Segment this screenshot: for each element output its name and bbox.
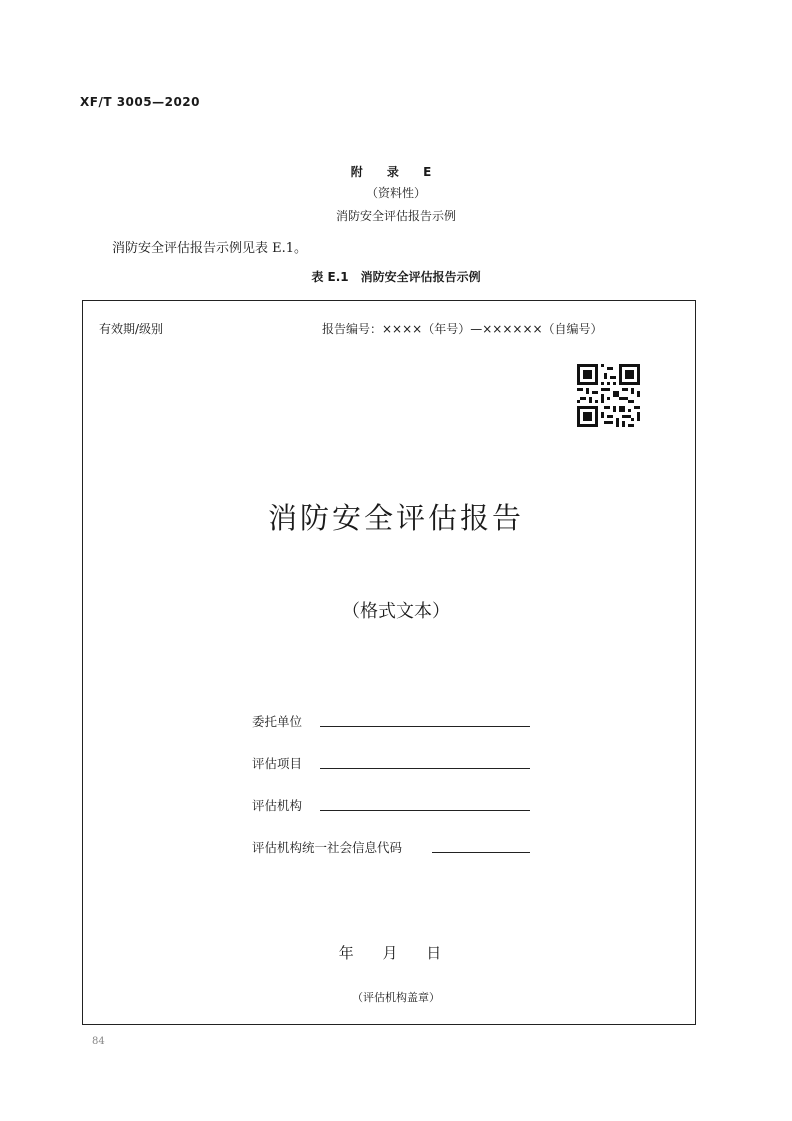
date-line: 年 月 日 (338, 944, 454, 962)
standard-code: XF/T 3005—2020 (80, 95, 200, 109)
page-number: 84 (92, 1036, 105, 1047)
credit-code-label: 评估机构统一社会信息代码 (252, 840, 403, 855)
appendix-name: 消防安全评估报告示例 (335, 209, 456, 223)
validity-label: 有效期/级别 (99, 322, 164, 336)
report-main-title: 消防安全评估报告 (267, 501, 524, 535)
appendix-title: 附 录 E (350, 165, 442, 179)
seal-note: （评估机构盖章） (352, 991, 440, 1004)
client-label: 委托单位 (252, 714, 303, 729)
project-label: 评估项目 (252, 756, 303, 771)
format-note: （格式文本） (342, 601, 450, 622)
appendix-intro: 消防安全评估报告示例见表 E.1。 (112, 241, 308, 256)
credit-code-field[interactable] (432, 852, 530, 853)
agency-field[interactable] (320, 810, 530, 811)
qr-code-icon (577, 364, 640, 427)
client-field[interactable] (320, 726, 530, 727)
table-caption: 表 E.1 消防安全评估报告示例 (311, 270, 481, 284)
agency-label: 评估机构 (252, 798, 303, 813)
appendix-type: （资料性） (365, 186, 426, 200)
report-number: 报告编号：××××（年号）—××××××（自编号） (322, 322, 603, 336)
project-field[interactable] (320, 768, 530, 769)
